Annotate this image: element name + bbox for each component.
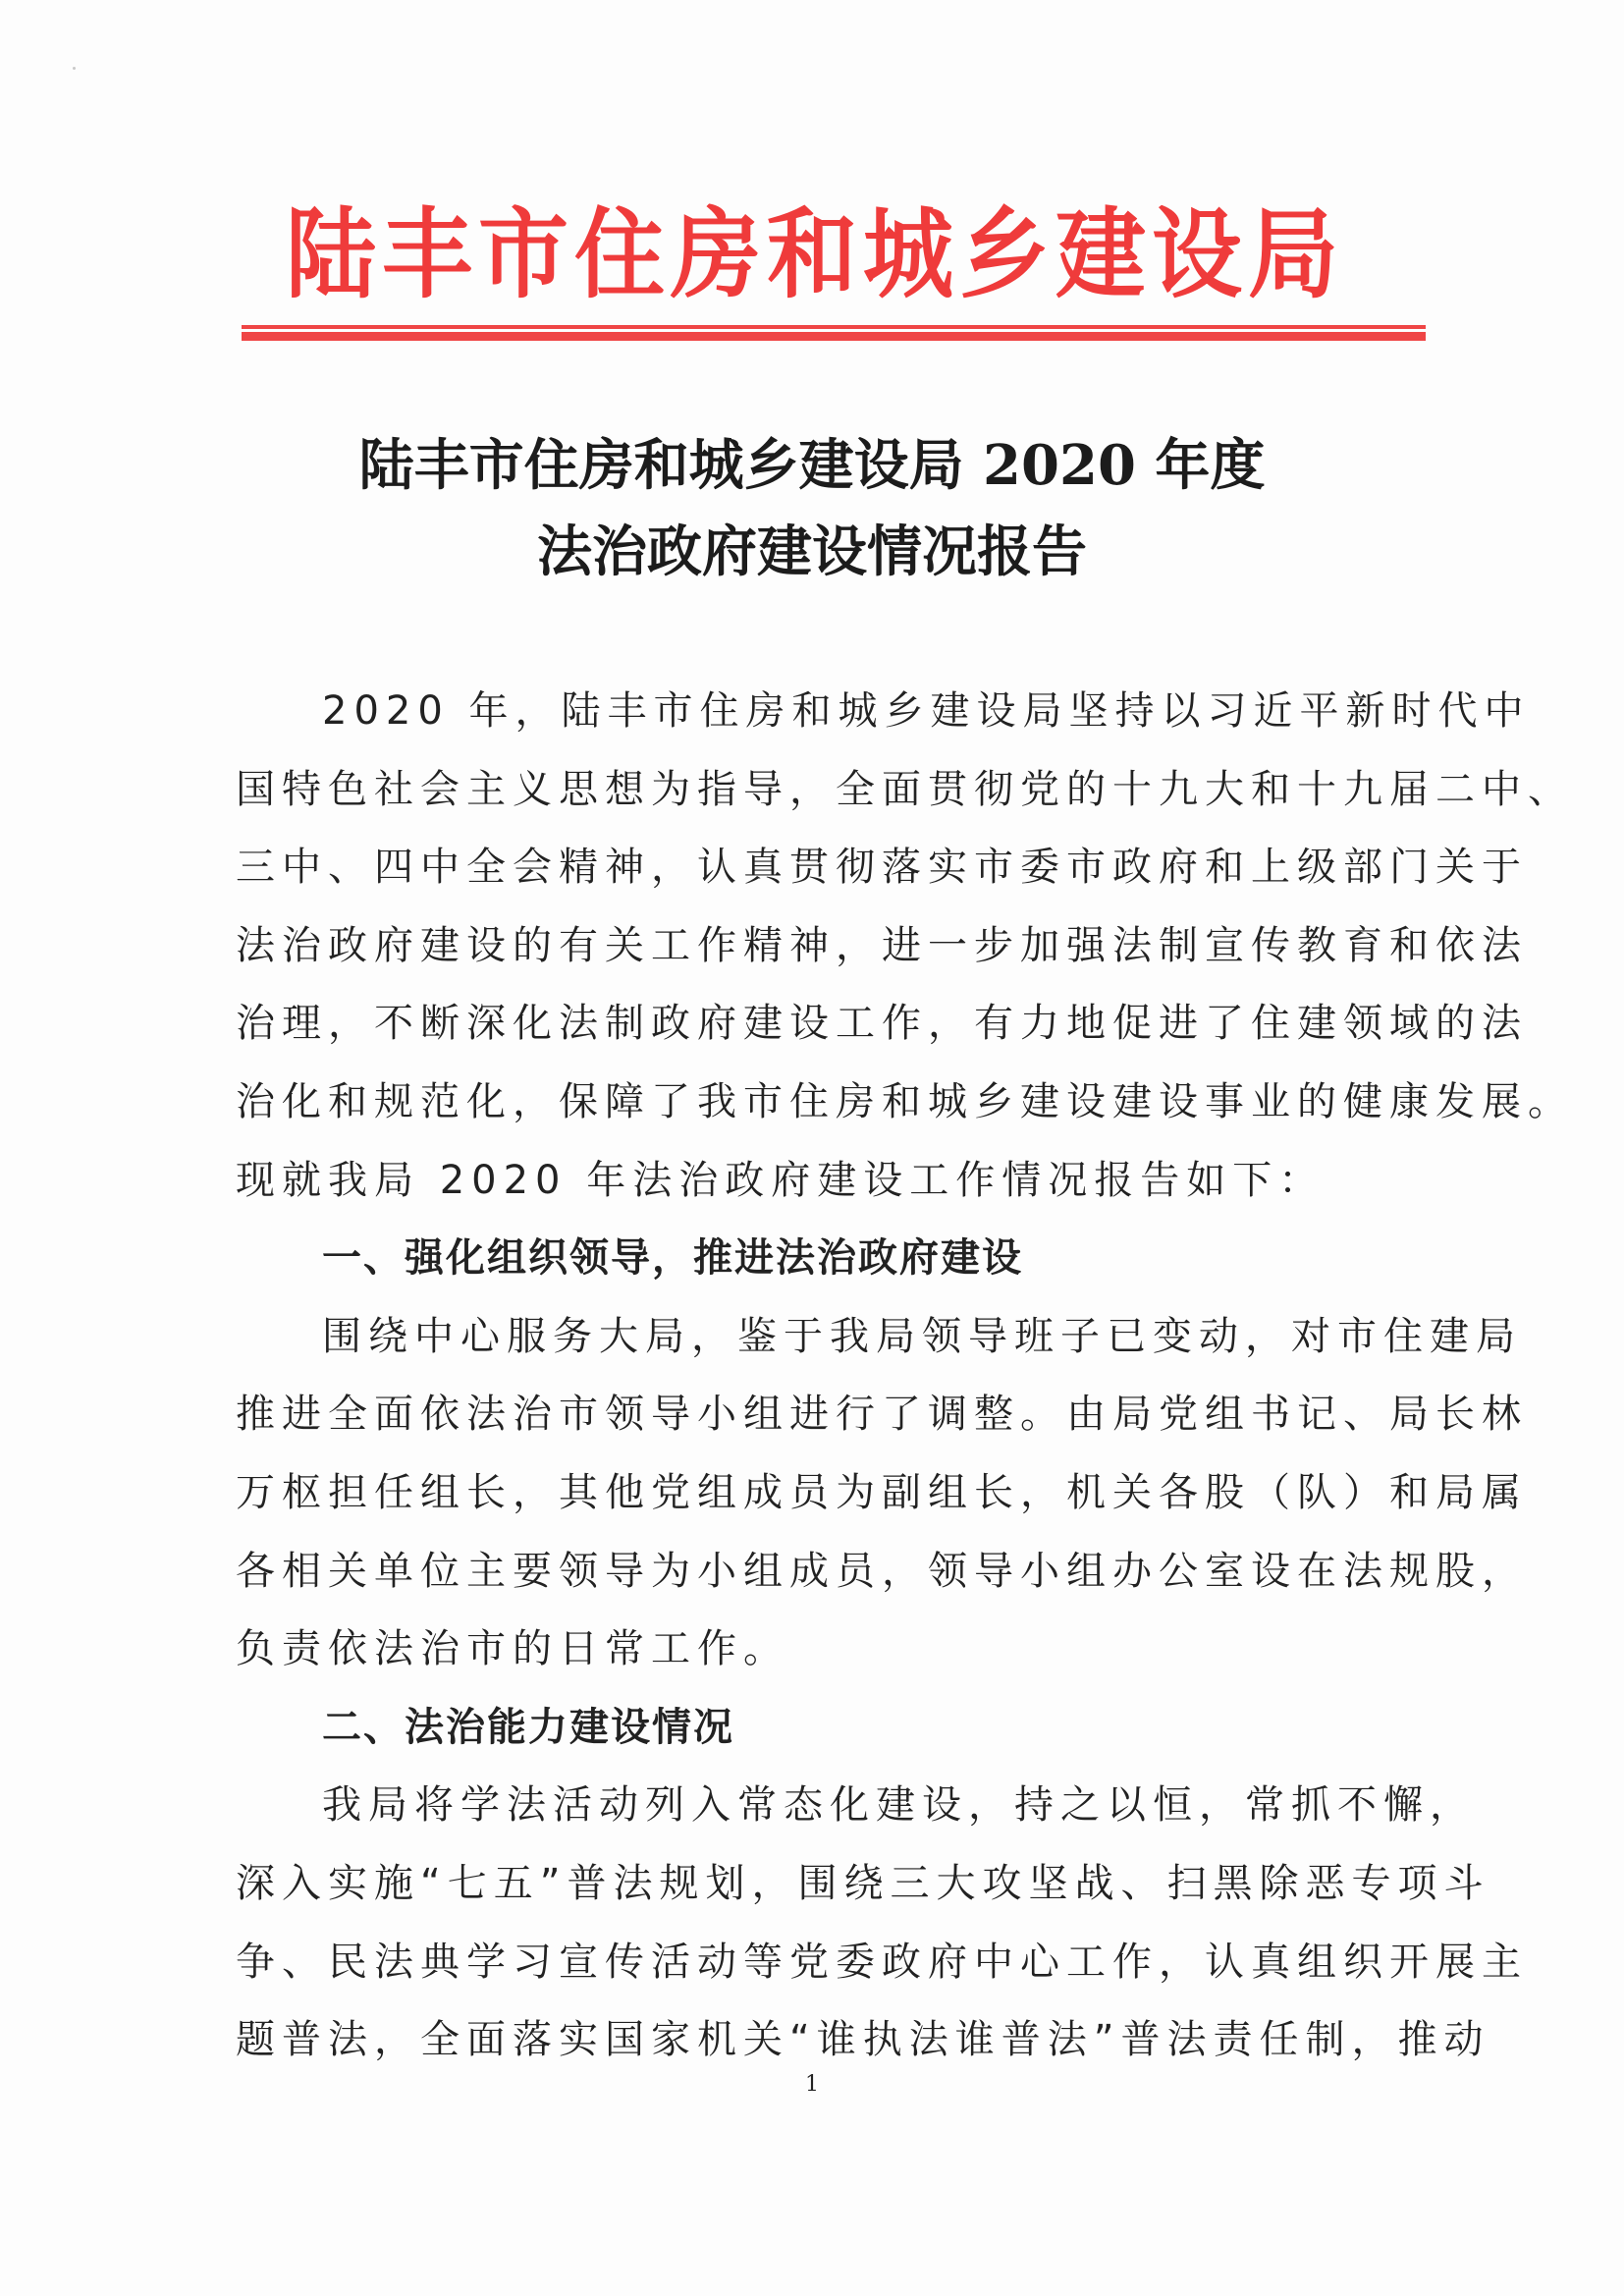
- body-line: 争、民法典学习宣传活动等党委政府中心工作，认真组织开展主: [236, 1939, 1528, 1985]
- letterhead-rule-thin: [242, 325, 1426, 329]
- body-line: 深入实施“七五”普法规划，围绕三大攻坚战、扫黑除恶专项斗: [236, 1860, 1490, 1906]
- body-line: 2020 年，陆丰市住房和城乡建设局坚持以习近平新时代中: [322, 688, 1531, 734]
- section-heading-1: 一、强化组织领导，推进法治政府建设: [322, 1235, 1023, 1282]
- body-line: 围绕中心服务大局，鉴于我局领导班子已变动，对市住建局: [322, 1313, 1522, 1359]
- body-line: 推进全面依法治市领导小组进行了调整。由局党组书记、局长林: [236, 1392, 1528, 1438]
- document-title-line-1: 陆丰市住房和城乡建设局 2020 年度: [358, 433, 1266, 498]
- document-body: [236, 673, 1574, 2080]
- body-line: 治化和规范化，保障了我市住房和城乡建设建设事业的健康发展。: [236, 1078, 1574, 1124]
- body-line: 我局将学法活动列入常态化建设，持之以恒，常抓不懈，: [322, 1782, 1476, 1829]
- body-line: 国特色社会主义思想为指导，全面贯彻党的十九大和十九届二中、: [236, 766, 1574, 812]
- scan-speck: [73, 67, 76, 70]
- document-title-line-2: 法治政府建设情况报告: [537, 519, 1087, 584]
- letterhead-rule-thick: [242, 332, 1426, 341]
- body-line: 题普法，全面落实国家机关“谁执法谁普法”普法责任制，推动: [236, 2017, 1490, 2063]
- document-title: [226, 422, 1398, 595]
- page-number: 1: [805, 2072, 819, 2097]
- body-line: 万枢担任组长，其他党组成员为副组长，机关各股（队）和局属: [236, 1469, 1528, 1515]
- body-line: 治理，不断深化法制政府建设工作，有力地促进了住建领域的法: [236, 1001, 1528, 1047]
- letterhead-organization: 陆丰市住房和城乡建设局: [285, 197, 1344, 312]
- section-heading-2: 二、法治能力建设情况: [322, 1704, 734, 1750]
- body-line: 负责依法治市的日常工作。: [236, 1626, 789, 1672]
- body-line: 各相关单位主要领导为小组成员，领导小组办公室设在法规股，: [236, 1548, 1528, 1594]
- body-line: 现就我局 2020 年法治政府建设工作情况报告如下：: [236, 1157, 1326, 1203]
- body-line: 三中、四中全会精神，认真贯彻落实市委市政府和上级部门关于: [236, 845, 1528, 891]
- body-line: 法治政府建设的有关工作精神，进一步加强法制宣传教育和依法: [236, 922, 1528, 968]
